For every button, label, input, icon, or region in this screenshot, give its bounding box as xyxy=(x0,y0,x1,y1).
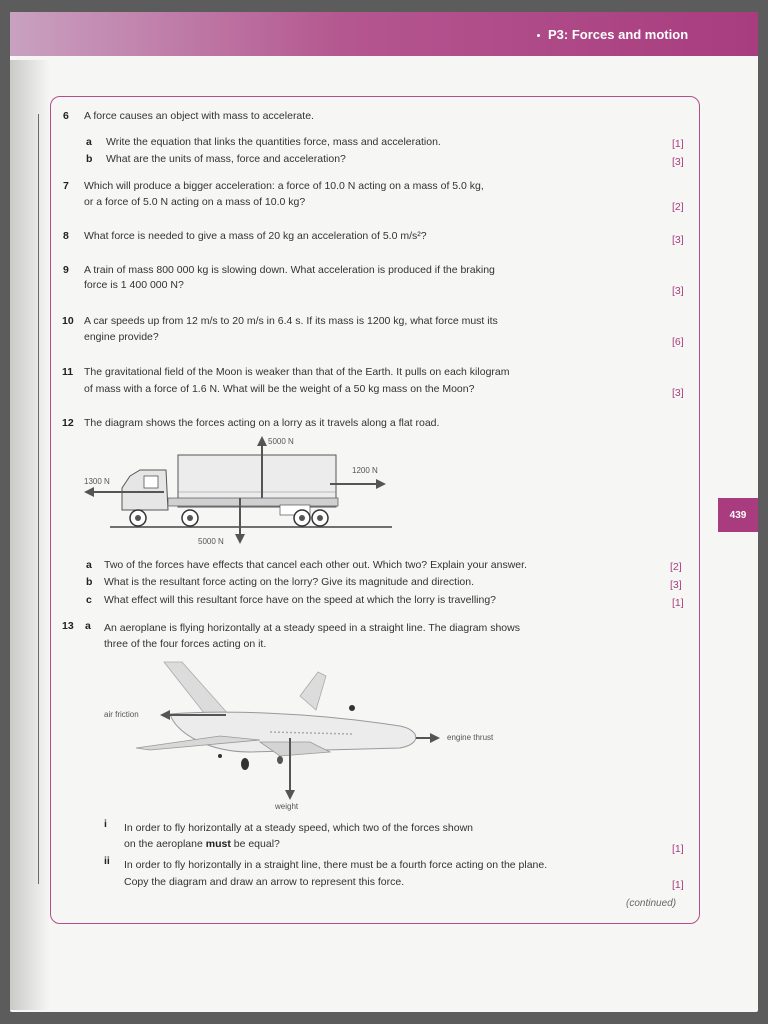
lorry-label-left: 1300 N xyxy=(84,477,110,486)
lorry-label-right: 1200 N xyxy=(352,466,378,475)
q10-marks: [6] xyxy=(672,336,684,348)
q13ai-marks: [1] xyxy=(672,843,684,855)
q13-number: 13 xyxy=(62,620,74,632)
q6a-marks: [1] xyxy=(672,138,684,150)
q13ai-label: i xyxy=(104,818,107,830)
q12-number: 12 xyxy=(62,417,74,429)
q12b-text: What is the resultant force acting on the lorry? Give its magnitude and direction. xyxy=(104,576,475,588)
q13-line2: three of the four forces acting on it. xyxy=(104,638,267,650)
lorry-label-down: 5000 N xyxy=(198,537,224,546)
margin-rule xyxy=(38,114,39,884)
label-engine-thrust: engine thrust xyxy=(447,733,494,742)
q13aii-label: ii xyxy=(104,855,110,867)
q12a-marks: [2] xyxy=(670,561,682,573)
q6b-marks: [3] xyxy=(672,156,684,168)
q11-line1: The gravitational field of the Moon is weaker than that of the Earth. It pulls on each kilogram xyxy=(84,366,510,378)
q12a-text: Two of the forces have effects that cancel each other out. Which two? Explain your answer. xyxy=(104,559,527,571)
arrow-down-head xyxy=(235,534,245,544)
q10-line2: engine provide? xyxy=(84,331,159,343)
q13ai-line2: on the aeroplane must be equal? xyxy=(124,838,280,850)
header-bullet xyxy=(537,34,540,37)
q8-number: 8 xyxy=(63,230,69,242)
q9-marks: [3] xyxy=(672,285,684,297)
q10-number: 10 xyxy=(62,315,74,327)
q7-line1: Which will produce a bigger acceleration: a force of 10.0 N acting on a mass of 5.0 kg, xyxy=(84,180,484,192)
q9-line1: A train of mass 800 000 kg is slowing down. What acceleration is produced if the braking xyxy=(84,264,495,276)
continued-note: (continued) xyxy=(626,898,677,909)
arrow-up-head xyxy=(257,436,267,446)
q9-number: 9 xyxy=(63,264,69,276)
q13aii-line2: Copy the diagram and draw an arrow to represent this force. xyxy=(124,876,405,888)
q7-number: 7 xyxy=(63,180,69,192)
q12c-marks: [1] xyxy=(672,597,684,609)
q7-line2: or a force of 5.0 N acting on a mass of 10.0 kg? xyxy=(84,196,306,208)
label-air-friction: air friction xyxy=(104,710,139,719)
q6b-text: What are the units of mass, force and acceleration? xyxy=(106,153,346,165)
q6a-text: Write the equation that links the quantities force, mass and acceleration. xyxy=(106,136,441,148)
chapter-title: P3: Forces and motion xyxy=(548,27,689,42)
air-friction-arrow-head xyxy=(160,710,170,720)
engine-thrust-arrow-head xyxy=(430,733,440,743)
q13ai-line1: In order to fly horizontally at a steady speed, which two of the forces shown xyxy=(124,822,474,834)
aeroplane-force-diagram xyxy=(130,656,450,804)
q12b-marks: [3] xyxy=(670,579,682,591)
q9-line2: force is 1 400 000 N? xyxy=(84,279,184,291)
q7-marks: [2] xyxy=(672,201,684,213)
q6b-label: b xyxy=(86,153,93,165)
page-number-tab: 439 xyxy=(718,498,758,532)
arrow-right-head xyxy=(376,479,386,489)
weight-arrow-head xyxy=(285,790,295,800)
q13aii-marks: [1] xyxy=(672,879,684,891)
q11-marks: [3] xyxy=(672,387,684,399)
lorry-force-diagram xyxy=(80,432,400,550)
q11-line2: of mass with a force of 1.6 N. What will be the weight of a 50 kg mass on the Moon? xyxy=(84,383,475,395)
label-weight: weight xyxy=(275,802,299,811)
arrow-left-head xyxy=(84,487,94,497)
lorry-label-up: 5000 N xyxy=(268,437,294,446)
q12-text: The diagram shows the forces acting on a lorry as it travels along a flat road. xyxy=(84,417,440,429)
q6a-label: a xyxy=(86,136,92,148)
q12a-label: a xyxy=(86,559,92,571)
q12b-label: b xyxy=(86,576,93,588)
q6-text: A force causes an object with mass to accelerate. xyxy=(84,110,314,122)
q12c-text: What effect will this resultant force have on the speed at which the lorry is travelling? xyxy=(104,594,497,606)
q13aii-line1: In order to fly horizontally in a straight line, there must be a fourth force acting on the plane. xyxy=(124,859,548,871)
q8-text: What force is needed to give a mass of 20 kg an acceleration of 5.0 m/s²? xyxy=(84,230,427,242)
q12c-label: c xyxy=(86,594,92,606)
q10-line1: A car speeds up from 12 m/s to 20 m/s in 6.4 s. If its mass is 1200 kg, what force must its xyxy=(84,315,498,327)
q13-line1: An aeroplane is flying horizontally at a steady speed in a straight line. The diagram shows xyxy=(104,622,520,634)
q6-number: 6 xyxy=(63,110,69,122)
spine-shadow xyxy=(10,60,50,1010)
q13a-label: a xyxy=(85,620,91,632)
q11-number: 11 xyxy=(62,366,74,378)
q8-marks: [3] xyxy=(672,234,684,246)
